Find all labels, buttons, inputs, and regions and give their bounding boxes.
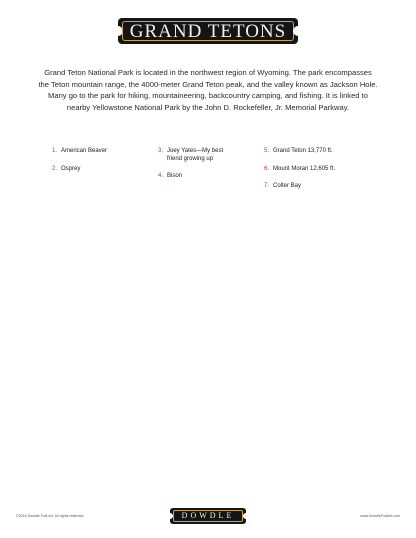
- answer-column-2: [158, 148, 268, 191]
- answer-number: 7.: [264, 183, 270, 189]
- answer-label: Osprey: [61, 165, 81, 172]
- title-plaque: [118, 18, 298, 44]
- answer-number: 3.: [158, 148, 164, 154]
- answer-label: Bison: [167, 173, 183, 179]
- answer-column-3: [264, 148, 374, 201]
- answer-item: [264, 148, 374, 156]
- answer-item: [52, 166, 162, 174]
- answer-item: [264, 166, 374, 174]
- answer-number: 6.: [264, 165, 270, 172]
- brand-name: DOWDLE: [181, 511, 235, 520]
- answer-label: Mount Moran 12,605 ft.: [273, 165, 336, 172]
- answer-number: 5.: [264, 148, 270, 154]
- answer-item: [52, 148, 162, 156]
- copyright-notice: ©2016 Dowdle Folk Art. All rights reserved.: [16, 514, 85, 518]
- brand-logo: [170, 508, 246, 524]
- answer-number: 1.: [52, 148, 58, 154]
- answer-column-1: [52, 148, 162, 183]
- answer-label: American Beaver: [61, 148, 108, 154]
- page-title: GRAND TETONS: [129, 20, 287, 42]
- intro-paragraph: Grand Teton National Park is located in the northwest region of Wyoming. The park encompasses the Teton mountain range, the 4000-meter Grand Teton peak, and the valley known as Jackson Hole. Many go to the park for hiking, mountaineering, backcountry camping, and fishing. It is linked to nearby Yellowstone National Park by the John D. Rockefeller, Jr. Memorial Parkway.: [38, 68, 378, 112]
- answer-item: [264, 183, 374, 191]
- answer-label: Joey Yates—My best friend growing up: [167, 148, 224, 162]
- answer-number: 2.: [52, 165, 58, 172]
- answer-label: Colter Bay: [273, 183, 302, 189]
- answer-item: [158, 148, 238, 163]
- answer-item: [158, 173, 238, 181]
- website-link[interactable]: www.DowdleFolkArt.com: [360, 514, 400, 518]
- answer-number: 4.: [158, 173, 164, 179]
- answer-label: Grand Teton 13,770 ft.: [273, 148, 333, 154]
